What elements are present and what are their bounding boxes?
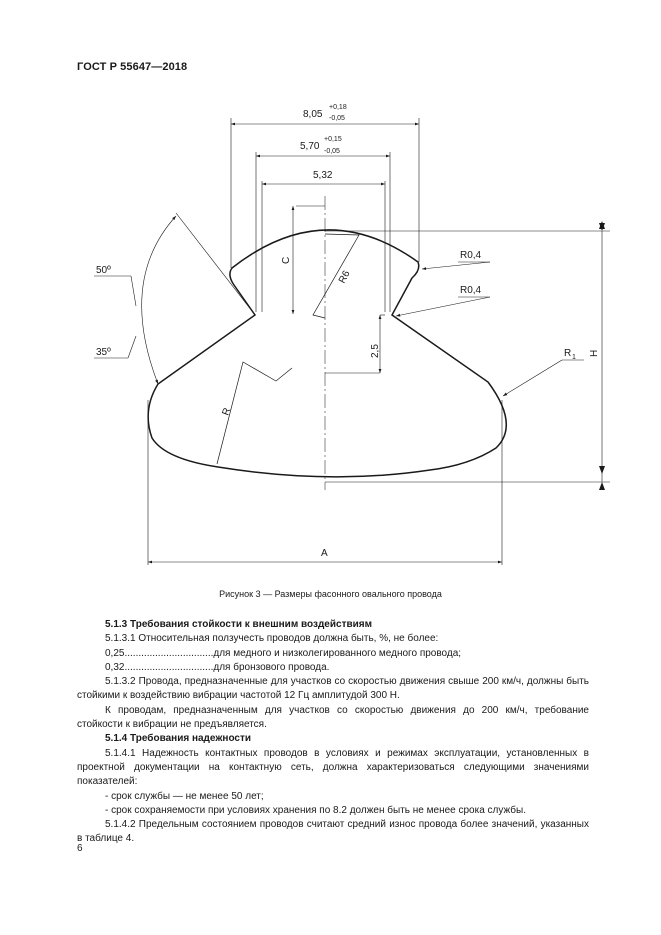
label-25: 2,5: [370, 344, 381, 358]
para-5141: 5.1.4.1 Надежность контактных проводов в условиях и режимах эксплуатации, установленных в проектной документации на контактную сеть, должна характеризоваться следующими значениями показателей:: [77, 747, 589, 788]
label-angle-35: 35º: [96, 347, 111, 358]
list-item: 0,32................................для бронзового провода.: [105, 661, 330, 673]
label-r1: R: [564, 348, 572, 359]
leader-r1: [503, 360, 562, 396]
leader-r6: [313, 234, 359, 318]
bullet-item: - срок сохраняемости при условиях хранения по 8.2 должен быть не менее срока службы.: [105, 804, 526, 816]
label-h: H: [589, 349, 600, 357]
label-r04-bottom: R0,4: [460, 285, 482, 296]
label-w3: 5,32: [313, 170, 333, 181]
section-heading-513: 5.1.3 Требования стойкости к внешним воздействиям: [105, 619, 373, 630]
label-r04-top: R0,4: [460, 250, 482, 261]
label-angle-50: 50º: [96, 265, 111, 276]
label-c: C: [281, 256, 292, 264]
section-heading-514: 5.1.4 Требования надежности: [105, 733, 252, 745]
svg-text:-0,05: -0,05: [324, 148, 340, 155]
leader-r04-bottom: [396, 297, 490, 316]
figure-caption: Рисунок 3 — Размеры фасонного овального провода: [219, 589, 442, 599]
para-5142: 5.1.4.2 Предельным состоянием проводов считают средний износ провода более значений, указанных в таблице 4.: [77, 819, 589, 845]
label-a: A: [321, 548, 328, 559]
label-w1: 8,05: [303, 109, 323, 120]
label-r6: R6: [336, 268, 353, 286]
main-text: [77, 618, 589, 847]
document-number: ГОСТ Р 55647—2018: [77, 61, 188, 73]
svg-text:1: 1: [572, 354, 576, 361]
para-5132: 5.1.3.2 Провода, предназначенные для участков со скоростью движения свыше 200 км/ч, должны быть стойкими к воздействию вибрации частотой 12 Гц амплитудой 300 Н.: [77, 676, 589, 702]
page-number: 6: [77, 843, 83, 854]
leader-r04-top: [422, 262, 490, 269]
list-item: 0,25................................для медного и низколегированного медного провода;: [105, 647, 462, 659]
svg-text:+0,18: +0,18: [329, 104, 347, 111]
wire-profile-outline: [148, 230, 506, 477]
svg-text:+0,15: +0,15: [324, 136, 342, 143]
para-5131: 5.1.3.1 Относительная ползучесть проводов должна быть, %, не более:: [105, 633, 439, 645]
label-r: R: [220, 406, 234, 418]
angle-arc: [142, 216, 176, 384]
bullet-item: - срок службы — не менее 50 лет;: [105, 790, 264, 802]
svg-text:-0,05: -0,05: [329, 115, 345, 122]
label-w2: 5,70: [300, 141, 320, 152]
para-vibration: К проводам, предназначенным для участков со скоростью движения до 200 км/ч, требование стойкости к вибрации не предъявляется.: [77, 704, 589, 731]
